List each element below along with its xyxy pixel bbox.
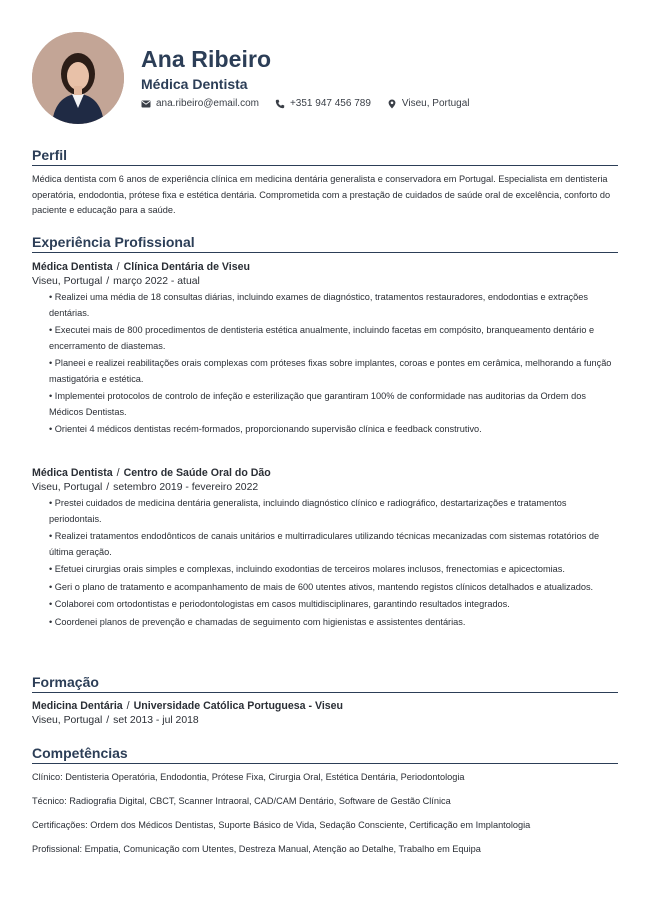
list-item: • Efetuei cirurgias orais simples e complexas, incluindo exodontias de terceiros molares inclusos, frenectomias e apicectomias. [49,562,618,578]
candidate-title: Médica Dentista [141,76,248,92]
contact-email[interactable] [141,98,259,109]
list-item: • Executei mais de 800 procedimentos de dentisteria estética anualmente, incluindo facetas em compósito, branqueamento dentário e encerramento de diastemas. [49,323,618,354]
section-title-education: Formação [32,674,618,693]
education-degree: Medicina Dentária [32,700,123,712]
education-heading [32,700,618,712]
email-text: ana.ribeiro@email.com [156,98,259,109]
skills-section [32,745,618,764]
list-item: • Realizei tratamentos endodônticos de canais unitários e multirradiculares utilizando técnicas mecanizadas com sistemas rotatórios de última geração. [49,529,618,560]
job-meta [32,276,618,287]
separator: / [106,715,110,726]
experience-item [32,261,618,440]
list-item: • Coordenei planos de prevenção e chamadas de seguimento com higienistas e assistentes dentárias. [49,615,618,631]
list-item: • Prestei cuidados de medicina dentária generalista, incluindo diagnóstico clínico e radiográfico, destartarizações e tratamentos periodontais. [49,496,618,527]
resume-header [32,32,618,124]
job-bullets [32,290,618,438]
map-pin-icon [387,99,397,109]
section-title-profile: Perfil [32,147,618,166]
section-title-skills: Competências [32,745,618,764]
list-item: • Colaborei com ortodontistas e periodontologistas em casos multidisciplinares, garantindo resultados integrados. [49,597,618,613]
separator: / [106,482,110,493]
job-location: Viseu, Portugal [32,276,103,287]
profile-text: Médica dentista com 6 anos de experiência clínica em medicina dentária generalista e conservadora em Portugal. Especialista em dentisteria operatória, endodontia, prótese fixa e estética dentária. Comprometida com a prestação de cuidados de saúde oral de excelência, conforto do paciente e educação para a saúde. [32,174,611,215]
contact-info [141,98,470,109]
education-period: set 2013 - jul 2018 [113,715,199,726]
separator: / [106,276,110,287]
job-period: setembro 2019 - fevereiro 2022 [113,482,259,493]
profile-section [32,147,618,219]
list-item: • Implementei protocolos de controlo de infeção e esterilização que garantiram 100% de conformidade nas auditorias da Ordem dos Médicos Dentistas. [49,389,618,420]
skill-line-certifications: Certificações: Ordem dos Médicos Dentistas, Suporte Básico de Vida, Sedação Consciente, Certificação em Implantologia [32,820,531,830]
list-item: • Geri o plano de tratamento e acompanhamento de mais de 600 utentes ativos, mantendo registos clínicos detalhados e atualizados. [49,580,618,596]
avatar [32,32,124,124]
job-role: Médica Dentista [32,467,113,479]
job-bullets [32,496,618,630]
education-location: Viseu, Portugal [32,715,103,726]
job-heading [32,467,618,479]
candidate-name: Ana Ribeiro [141,46,272,72]
list-item: • Orientei 4 médicos dentistas recém-formados, proporcionando supervisão clínica e feedback construtivo. [49,422,618,438]
location-text: Viseu, Portugal [401,98,470,109]
contact-location [387,98,470,109]
education-school: Universidade Católica Portuguesa - Viseu [133,700,344,712]
separator: / [116,261,120,273]
job-location: Viseu, Portugal [32,482,103,493]
job-role: Médica Dentista [32,261,113,273]
phone-text: +351 947 456 789 [289,98,371,109]
experience-section-header [32,234,618,253]
separator: / [126,700,130,712]
job-heading [32,261,618,273]
job-meta [32,482,618,493]
list-item: • Planeei e realizei reabilitações orais complexas com próteses fixas sobre implantes, coroas e pontes em cerâmica, melhorando a função mastigatória e estética. [49,356,618,387]
job-employer: Clínica Dentária de Viseu [123,261,250,273]
separator: / [116,467,120,479]
list-item: • Realizei uma média de 18 consultas diárias, incluindo exames de diagnóstico, tratamentos restauradores, endodontias e extrações dentárias. [49,290,618,321]
envelope-icon [141,99,151,109]
job-employer: Centro de Saúde Oral do Dão [123,467,271,479]
section-title-experience: Experiência Profissional [32,234,618,253]
education-section [32,674,618,726]
experience-item [32,467,618,632]
skill-line-professional: Profissional: Empatia, Comunicação com Utentes, Destreza Manual, Atenção ao Detalhe, Trabalho em Equipa [32,844,481,854]
phone-icon [275,99,285,109]
education-meta [32,715,618,726]
skill-line-clinical: Clínico: Dentisteria Operatória, Endodontia, Prótese Fixa, Cirurgia Oral, Estética Dentária, Periodontologia [32,772,465,782]
skill-line-technical: Técnico: Radiografia Digital, CBCT, Scanner Intraoral, CAD/CAM Dentário, Software de Gestão Clínica [32,796,451,806]
contact-phone[interactable] [275,98,371,109]
job-period: março 2022 - atual [113,276,200,287]
